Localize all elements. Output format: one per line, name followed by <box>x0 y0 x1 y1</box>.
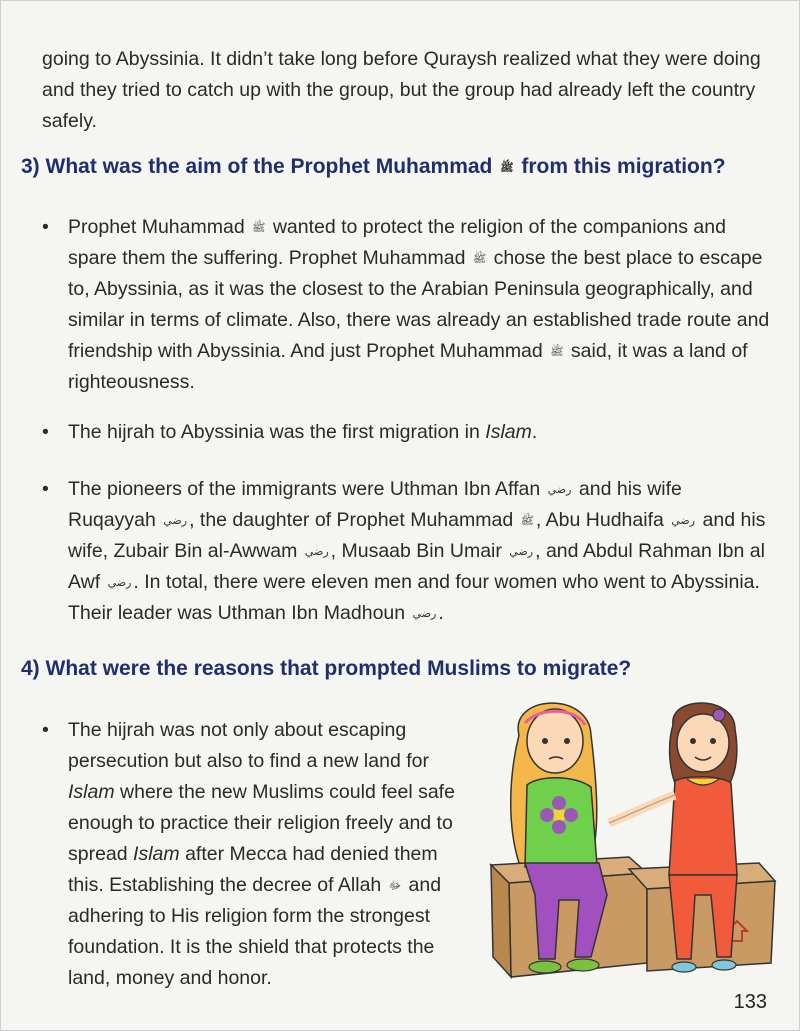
bullet-dot: • <box>42 216 49 238</box>
radiallah-glyph-icon: رضي <box>304 545 329 558</box>
intro-paragraph: going to Abyssinia. It didn’t take long before Quraysh realized what they were doing and they tried to catch up with the group, but the group had already left the country safely. <box>42 48 761 132</box>
bullet-text: The hijrah to Abyssinia was the first migration in Islam. <box>68 421 538 443</box>
bullet-text: The hijrah was not only about escaping persecution but also to find a new land for Islam where the new Muslims could feel safe enough to practice their religion freely and to spread Islam after Mecca had denied them this. Establishing the decree of Allah ﷻ and adhering to His religion form the strongest foundation. It is the shield that protects the land, money and honor. <box>68 719 455 989</box>
radiallah-glyph-icon: رضي <box>671 514 696 527</box>
allah-glyph-icon: ﷻ <box>388 879 402 892</box>
salawat-glyph-icon: ﷺ <box>550 345 564 358</box>
salawat-glyph-icon: ﷺ <box>500 161 514 174</box>
radiallah-glyph-icon: رضي <box>163 514 188 527</box>
section-3-heading: 3) What was the aim of the Prophet Muhammad ﷺ from this migration? <box>21 155 726 178</box>
section-4-bullet-1 <box>42 715 467 994</box>
section-3-bullet-3 <box>42 474 770 629</box>
radiallah-glyph-icon: رضي <box>509 545 534 558</box>
section-3-bullet-2 <box>42 417 770 448</box>
salawat-glyph-icon: ﷺ <box>520 514 534 527</box>
salawat-glyph-icon: ﷺ <box>472 252 487 265</box>
bullet-text: The pioneers of the immigrants were Uthman Ibn Affan رضي and his wife Ruqayyah رضي , the daughter of Prophet Muhammad ﷺ , Abu Hudhaifa رضي and his wife, Zubair Bin al-Awwam رضي , Musaab Bin Umair رضي , and Abdul Rahman Ibn al Awf رضي . In total, there were eleven men and four women who went to Abyssinia. Their leader was Uthman Ibn Madhoun رضي . <box>68 474 770 629</box>
bullet-dot: • <box>42 719 49 741</box>
two-girls-on-boxes-illustration <box>479 695 779 985</box>
section-3-bullet-1 <box>42 212 770 398</box>
radiallah-glyph-icon: رضي <box>412 607 437 620</box>
radiallah-glyph-icon: رضي <box>547 483 572 496</box>
page-number: 133 <box>733 991 767 1013</box>
salawat-glyph-icon: ﷺ <box>252 221 266 234</box>
section-4-heading: 4) What were the reasons that prompted Muslims to migrate? <box>21 657 632 680</box>
bullet-text: Prophet Muhammad ﷺ wanted to protect the religion of the companions and spare them the suffering. Prophet Muhammad ﷺ chose the best place to escape to, Abyssinia, as it was the closest to the Arabian Peninsula geographically, and similar in terms of climate. Also, there was already an established trade route and friendship with Abyssinia. And just Prophet Muhammad ﷺ said, it was a land of righteousness. <box>68 212 770 398</box>
radiallah-glyph-icon: رضي <box>107 576 132 589</box>
bullet-dot: • <box>42 478 49 500</box>
bullet-dot: • <box>42 421 49 443</box>
